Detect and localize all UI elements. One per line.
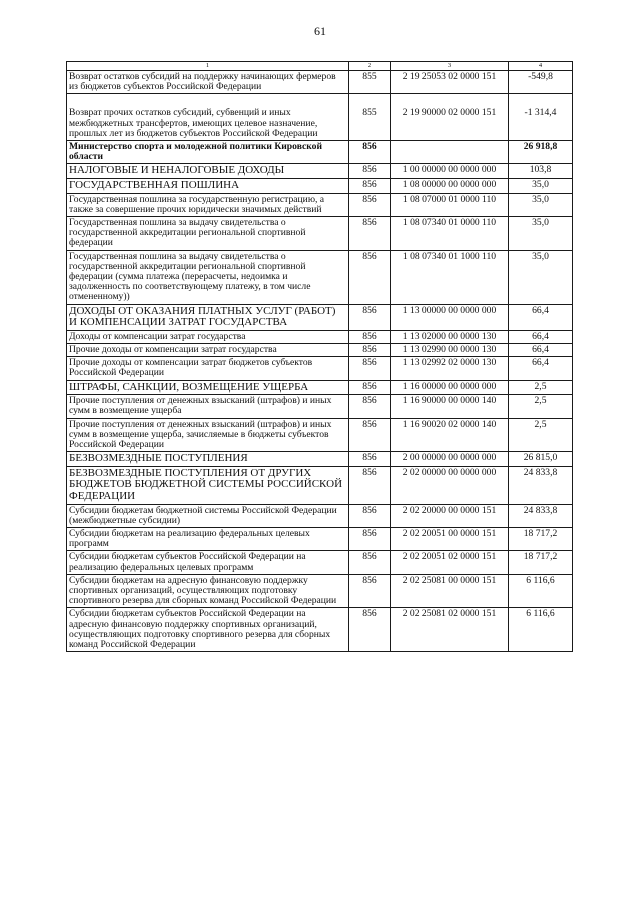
row-name-cell: Субсидии бюджетам субъектов Российской Федерации на адресную финансовую поддержку спортивных организаций, осуществляющих подготовку спортивного резерва для сборных команд Российской Федерации [67,608,349,652]
row-name-cell: ГОСУДАРСТВЕННАЯ ПОШЛИНА [67,179,349,194]
row-budget-code-cell: 2 02 25081 00 0000 151 [391,574,509,608]
table-row [67,574,573,608]
row-admin-code-cell: 856 [349,380,391,395]
row-budget-code-cell: 1 16 00000 00 0000 000 [391,380,509,395]
row-budget-code-cell: 2 02 25081 02 0000 151 [391,608,509,652]
row-amount-cell: 18 717,2 [509,528,573,551]
row-admin-code-cell: 856 [349,418,391,452]
table-row [67,141,573,164]
table-row [67,193,573,216]
table-row [67,466,573,504]
row-amount-cell: 103,8 [509,164,573,179]
row-name-cell: Возврат остатков субсидий на поддержку начинающих фермеров из бюджетов субъектов Российской Федерации [67,71,349,94]
row-name-cell: Субсидии бюджетам субъектов Российской Федерации на реализацию федеральных целевых программ [67,551,349,574]
row-amount-cell: 24 833,8 [509,466,573,504]
table-row [67,250,573,304]
row-amount-cell: 66,4 [509,330,573,343]
row-budget-code-cell: 1 13 02992 02 0000 130 [391,357,509,380]
row-amount-cell: -549,8 [509,71,573,94]
row-name-cell: ДОХОДЫ ОТ ОКАЗАНИЯ ПЛАТНЫХ УСЛУГ (РАБОТ) И КОМПЕНСАЦИИ ЗАТРАТ ГОСУДАРСТВА [67,304,349,330]
row-amount-cell: 18 717,2 [509,551,573,574]
column-number: 4 [509,62,573,71]
row-admin-code-cell: 855 [349,94,391,141]
row-admin-code-cell: 856 [349,164,391,179]
row-amount-cell: 2,5 [509,418,573,452]
table-row [67,164,573,179]
table-row [67,528,573,551]
table-row [67,504,573,527]
row-admin-code-cell: 856 [349,304,391,330]
column-number: 2 [349,62,391,71]
row-admin-code-cell: 856 [349,608,391,652]
row-amount-cell: 24 833,8 [509,504,573,527]
row-admin-code-cell: 856 [349,466,391,504]
row-budget-code-cell: 1 13 02000 00 0000 130 [391,330,509,343]
row-budget-code-cell: 2 02 20051 02 0000 151 [391,551,509,574]
row-budget-code-cell: 2 19 25053 02 0000 151 [391,71,509,94]
table-row [67,551,573,574]
row-amount-cell: 66,4 [509,304,573,330]
row-budget-code-cell: 1 08 00000 00 0000 000 [391,179,509,194]
row-name-cell: Субсидии бюджетам на реализацию федеральных целевых программ [67,528,349,551]
table-row [67,217,573,251]
row-amount-cell: 6 116,6 [509,608,573,652]
row-admin-code-cell: 856 [349,357,391,380]
row-budget-code-cell: 2 00 00000 00 0000 000 [391,452,509,467]
row-admin-code-cell: 856 [349,452,391,467]
row-budget-code-cell [391,141,509,164]
row-name-cell: БЕЗВОЗМЕЗДНЫЕ ПОСТУПЛЕНИЯ ОТ ДРУГИХ БЮДЖЕТОВ БЮДЖЕТНОЙ СИСТЕМЫ РОССИЙСКОЙ ФЕДЕРАЦИИ [67,466,349,504]
row-admin-code-cell: 855 [349,71,391,94]
table-header [67,62,573,71]
table-row [67,452,573,467]
table-row [67,330,573,343]
row-amount-cell: 66,4 [509,357,573,380]
table-row [67,344,573,357]
row-budget-code-cell: 1 13 00000 00 0000 000 [391,304,509,330]
row-name-cell: Возврат прочих остатков субсидий, субвенций и иных межбюджетных трансфертов, имеющих целевое назначение, прошлых лет из бюджетов субъектов Российской Федерации [67,94,349,141]
row-amount-cell: 66,4 [509,344,573,357]
table-row [67,418,573,452]
row-name-cell: Прочие доходы от компенсации затрат государства [67,344,349,357]
table-row [67,357,573,380]
row-name-cell: Субсидии бюджетам на адресную финансовую поддержку спортивных организаций, осуществляющих подготовку спортивного резерва для сборных команд Российской Федерации [67,574,349,608]
row-name-cell: Субсидии бюджетам бюджетной системы Российской Федерации (межбюджетные субсидии) [67,504,349,527]
row-amount-cell: 35,0 [509,217,573,251]
row-amount-cell: 2,5 [509,395,573,418]
row-budget-code-cell: 1 00 00000 00 0000 000 [391,164,509,179]
row-admin-code-cell: 856 [349,551,391,574]
column-number: 1 [67,62,349,71]
row-amount-cell: 2,5 [509,380,573,395]
row-admin-code-cell: 856 [349,193,391,216]
table-row [67,179,573,194]
row-name-cell: Государственная пошлина за государственную регистрацию, а также за совершение прочих юридически значимых действий [67,193,349,216]
row-budget-code-cell: 2 02 20051 00 0000 151 [391,528,509,551]
row-name-cell: Прочие поступления от денежных взысканий (штрафов) и иных сумм в возмещение ущерба [67,395,349,418]
row-admin-code-cell: 856 [349,179,391,194]
row-name-cell: Прочие доходы от компенсации затрат бюджетов субъектов Российской Федерации [67,357,349,380]
table-row [67,71,573,94]
row-amount-cell: 6 116,6 [509,574,573,608]
row-budget-code-cell: 1 16 90000 00 0000 140 [391,395,509,418]
table-row [67,395,573,418]
row-amount-cell: 35,0 [509,179,573,194]
table-row [67,380,573,395]
row-admin-code-cell: 856 [349,330,391,343]
row-admin-code-cell: 856 [349,141,391,164]
row-budget-code-cell: 1 13 02990 00 0000 130 [391,344,509,357]
row-name-cell: Министерство спорта и молодежной политики Кировской области [67,141,349,164]
row-name-cell: БЕЗВОЗМЕЗДНЫЕ ПОСТУПЛЕНИЯ [67,452,349,467]
row-admin-code-cell: 856 [349,250,391,304]
row-admin-code-cell: 856 [349,395,391,418]
row-budget-code-cell: 2 02 00000 00 0000 000 [391,466,509,504]
row-budget-code-cell: 1 08 07340 01 0000 110 [391,217,509,251]
table-row [67,94,573,141]
row-budget-code-cell: 1 08 07000 01 0000 110 [391,193,509,216]
row-budget-code-cell: 2 19 90000 02 0000 151 [391,94,509,141]
row-admin-code-cell: 856 [349,504,391,527]
row-amount-cell: 35,0 [509,250,573,304]
table-row [67,304,573,330]
table-body [67,71,573,652]
row-budget-code-cell: 1 08 07340 01 1000 110 [391,250,509,304]
row-amount-cell: 26 918,8 [509,141,573,164]
column-number: 3 [391,62,509,71]
row-budget-code-cell: 1 16 90020 02 0000 140 [391,418,509,452]
table-row [67,608,573,652]
row-budget-code-cell: 2 02 20000 00 0000 151 [391,504,509,527]
row-amount-cell: -1 314,4 [509,94,573,141]
row-amount-cell: 26 815,0 [509,452,573,467]
row-name-cell: Доходы от компенсации затрат государства [67,330,349,343]
row-name-cell: Государственная пошлина за выдачу свидетельства о государственной аккредитации региональной спортивной федерации (сумма платежа (перерасчеты, недоимка и задолженность по соответствующему платежу, в том числе отмененному)) [67,250,349,304]
row-name-cell: Прочие поступления от денежных взысканий (штрафов) и иных сумм в возмещение ущерба, зачисляемые в бюджеты субъектов Российской Федерации [67,418,349,452]
column-number-row [67,62,573,71]
page-number: 61 [314,24,326,38]
row-admin-code-cell: 856 [349,528,391,551]
revenue-table [66,61,573,652]
row-admin-code-cell: 856 [349,344,391,357]
row-admin-code-cell: 856 [349,574,391,608]
row-name-cell: НАЛОГОВЫЕ И НЕНАЛОГОВЫЕ ДОХОДЫ [67,164,349,179]
row-amount-cell: 35,0 [509,193,573,216]
row-admin-code-cell: 856 [349,217,391,251]
row-name-cell: ШТРАФЫ, САНКЦИИ, ВОЗМЕЩЕНИЕ УЩЕРБА [67,380,349,395]
row-name-cell: Государственная пошлина за выдачу свидетельства о государственной аккредитации региональной спортивной федерации [67,217,349,251]
